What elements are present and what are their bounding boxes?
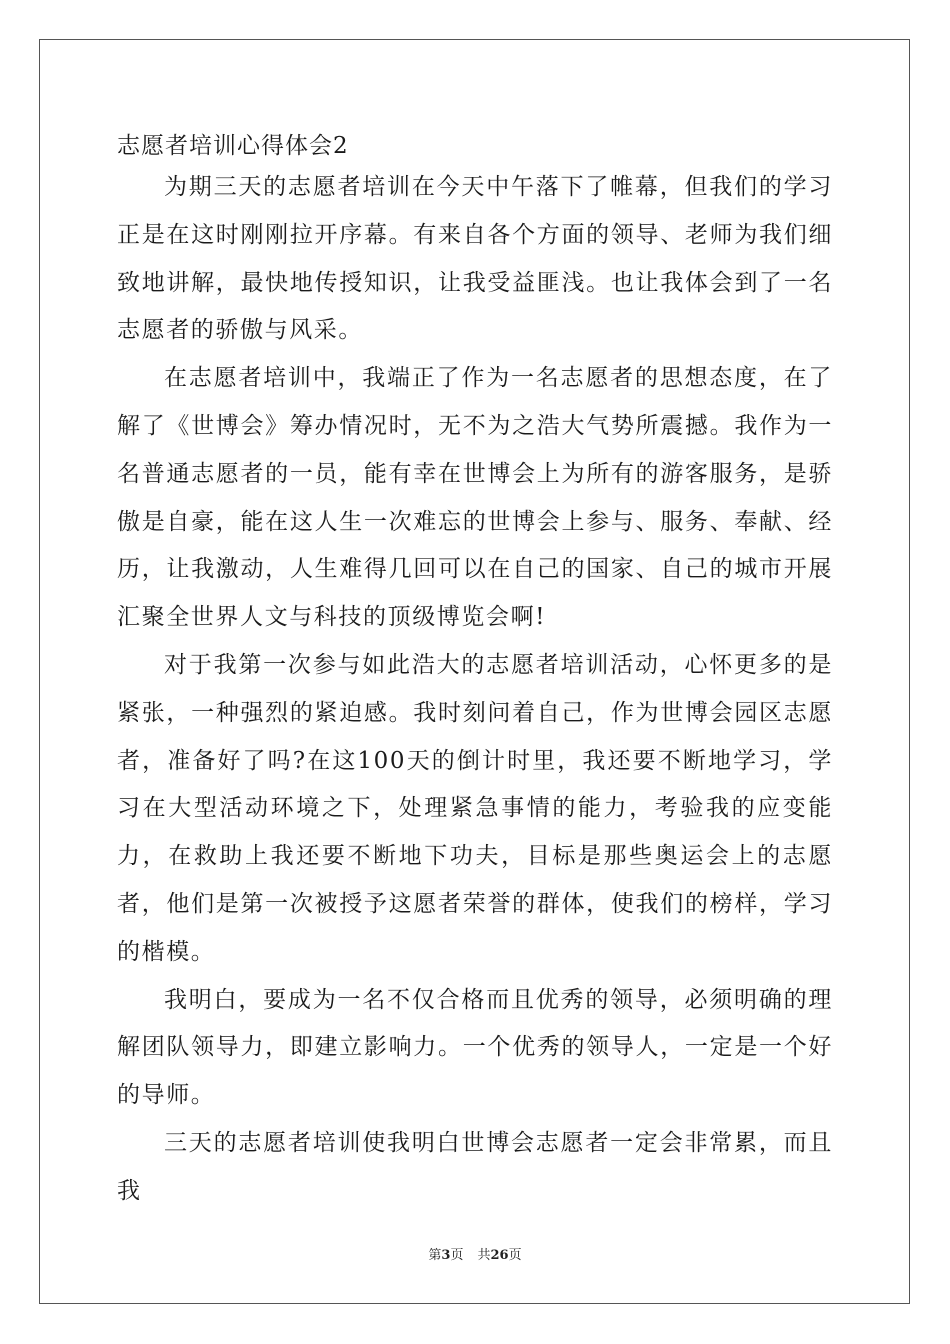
document-title: 志愿者培训心得体会2 (117, 133, 349, 159)
page-prefix: 第 (428, 1248, 442, 1263)
paragraph-5: 三天的志愿者培训使我明白世博会志愿者一定会非常累，而且我 (117, 1129, 833, 1204)
page-footer (0, 1248, 950, 1264)
document-body (117, 128, 833, 1216)
page-suffix: 页 (450, 1248, 464, 1263)
paragraph-1: 为期三天的志愿者培训在今天中午落下了帷幕，但我们的学习正是在这时刚刚拉开序幕。有来自各个方面的领导、老师为我们细致地讲解，最快地传授知识，让我受益匪浅。也让我体会到了一名志愿者的骄傲与风采。 (117, 174, 833, 344)
page-number: 3 (441, 1248, 451, 1263)
total-suffix: 页 (508, 1248, 522, 1263)
paragraph-2: 在志愿者培训中，我端正了作为一名志愿者的思想态度，在了解了《世博会》筹办情况时，无不为之浩大气势所震撼。我作为一名普通志愿者的一员，能有幸在世博会上为所有的游客服务，是骄傲是自豪，能在这人生一次难忘的世博会上参与、服务、奉献、经历，让我激动，人生难得几回可以在自己的国家、自己的城市开展汇聚全世界人文与科技的顶级博览会啊! (117, 365, 833, 631)
paragraph-4: 我明白，要成为一名不仅合格而且优秀的领导，必须明确的理解团队领导力，即建立影响力。一个优秀的领导人，一定是一个好的导师。 (117, 986, 833, 1109)
total-prefix: 共 (477, 1248, 491, 1263)
total-pages: 26 (490, 1248, 509, 1263)
paragraph-3: 对于我第一次参与如此浩大的志愿者培训活动，心怀更多的是紧张，一种强烈的紧迫感。我时刻问着自己，作为世博会园区志愿者，准备好了吗?在这100天的倒计时里，我还要不断地学习，学习在大型活动环境之下，处理紧急事情的能力，考验我的应变能力，在救助上我还要不断地下功夫，目标是那些奥运会上的志愿者，他们是第一次被授予这愿者荣誉的群体，使我们的榜样，学习的楷模。 (117, 651, 833, 965)
